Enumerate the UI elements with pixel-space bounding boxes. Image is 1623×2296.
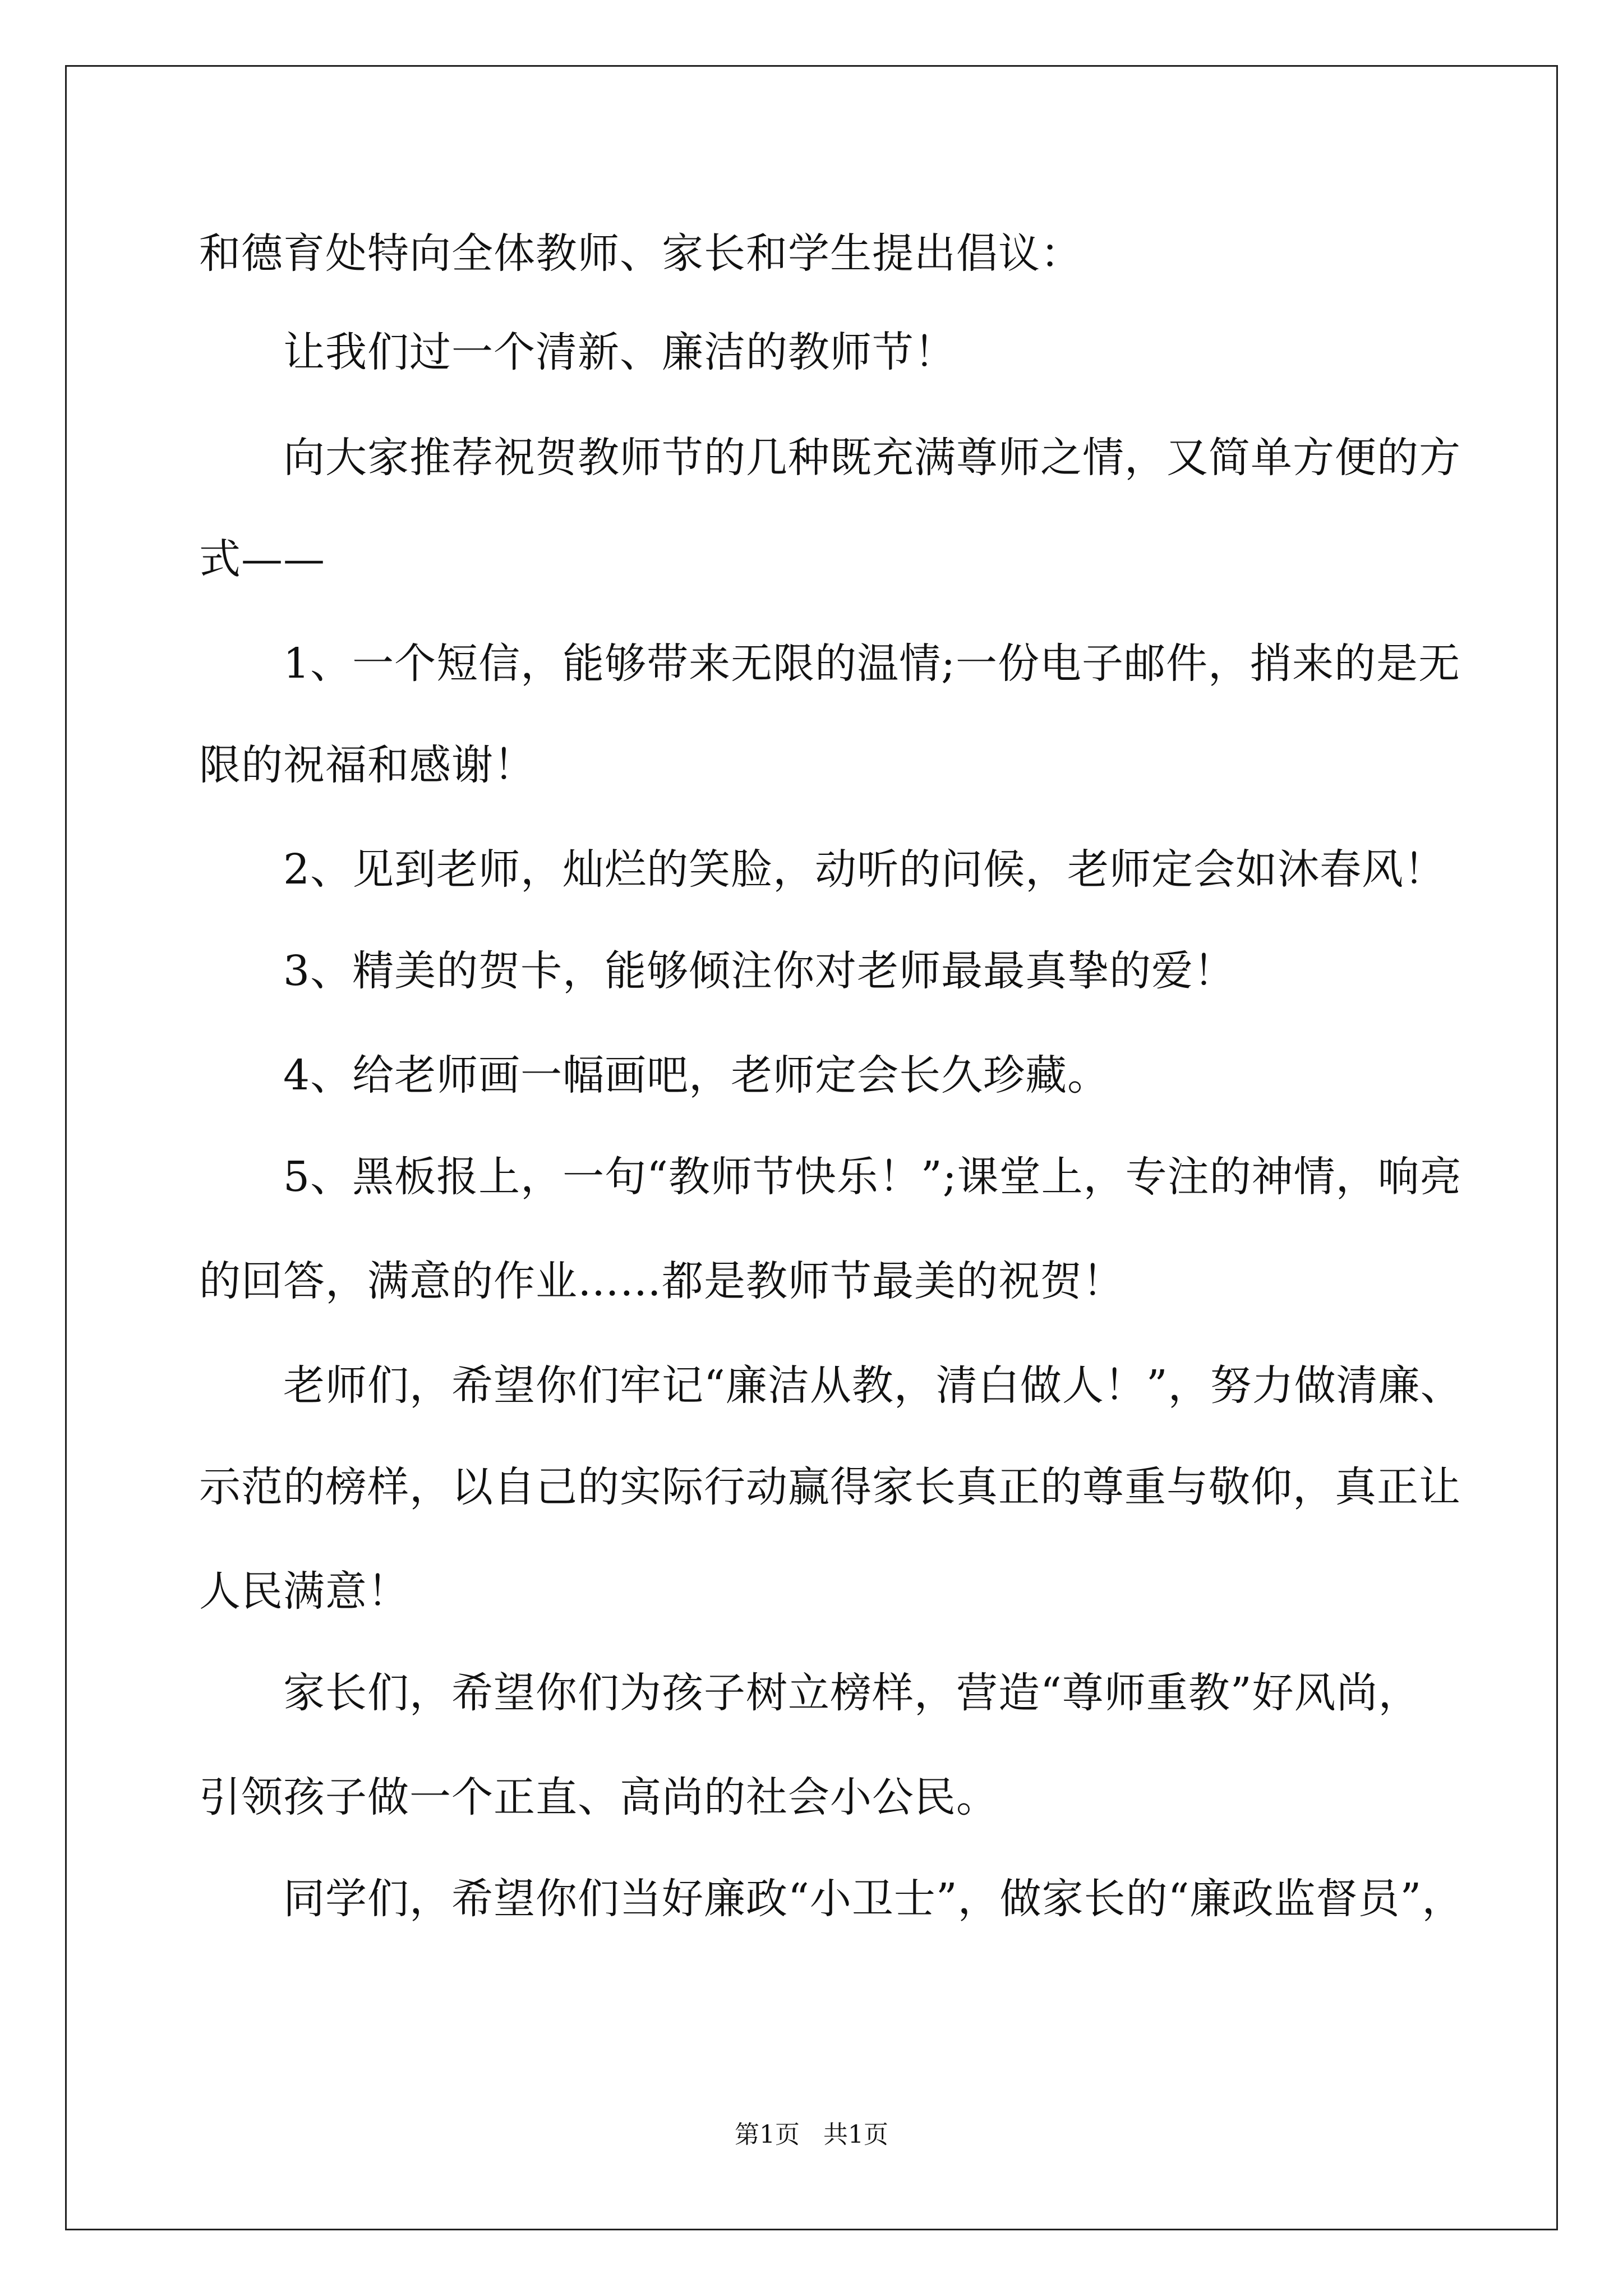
paragraph-line: 4、给老师画一幅画吧，老师定会长久珍藏。 — [283, 1051, 1110, 1099]
paragraph-line: 同学们，希望你们当好廉政“小卫士”，做家长的“廉政监督员”， — [283, 1875, 1464, 1923]
paragraph-line: 限的祝福和感谢！ — [199, 741, 536, 789]
paragraph-line: 老师们，希望你们牢记“廉洁从教，清白做人！”，努力做清廉、 — [283, 1361, 1463, 1410]
paragraph-line: 5、黑板报上，一句“教师节快乐！”;课堂上，专注的神情，响亮 — [283, 1153, 1462, 1201]
paragraph-line: 1、一个短信，能够带来无限的温情;一份电子邮件，捎来的是无 — [283, 639, 1461, 688]
paragraph-line: 向大家推荐祝贺教师节的几种既充满尊师之情，又简单方便的方 — [283, 434, 1461, 482]
paragraph-line: 人民满意！ — [199, 1567, 409, 1616]
paragraph-line: 3、精美的贺卡，能够倾注你对老师最最真挚的爱！ — [283, 947, 1236, 995]
paragraph-line: 家长们，希望你们为孩子树立榜样，营造“尊师重教”好风尚， — [283, 1669, 1421, 1717]
paragraph-line: 的回答，满意的作业……都是教师节最美的祝贺！ — [199, 1257, 1124, 1305]
paragraph-line: 引领孩子做一个正直、高尚的社会小公民。 — [199, 1773, 998, 1821]
page-footer: 第1页 共1页 — [735, 2120, 888, 2149]
paragraph-line: 式—— — [199, 535, 325, 583]
paragraph-line: 和德育处特向全体教师、家长和学生提出倡议： — [199, 229, 1082, 278]
paragraph-line: 示范的榜样，以自己的实际行动赢得家长真正的尊重与敬仰，真正让 — [199, 1463, 1461, 1511]
paragraph-line: 让我们过一个清新、廉洁的教师节！ — [283, 328, 956, 376]
paragraph-line: 2、见到老师，灿烂的笑脸，动听的问候，老师定会如沐春风！ — [283, 845, 1446, 894]
